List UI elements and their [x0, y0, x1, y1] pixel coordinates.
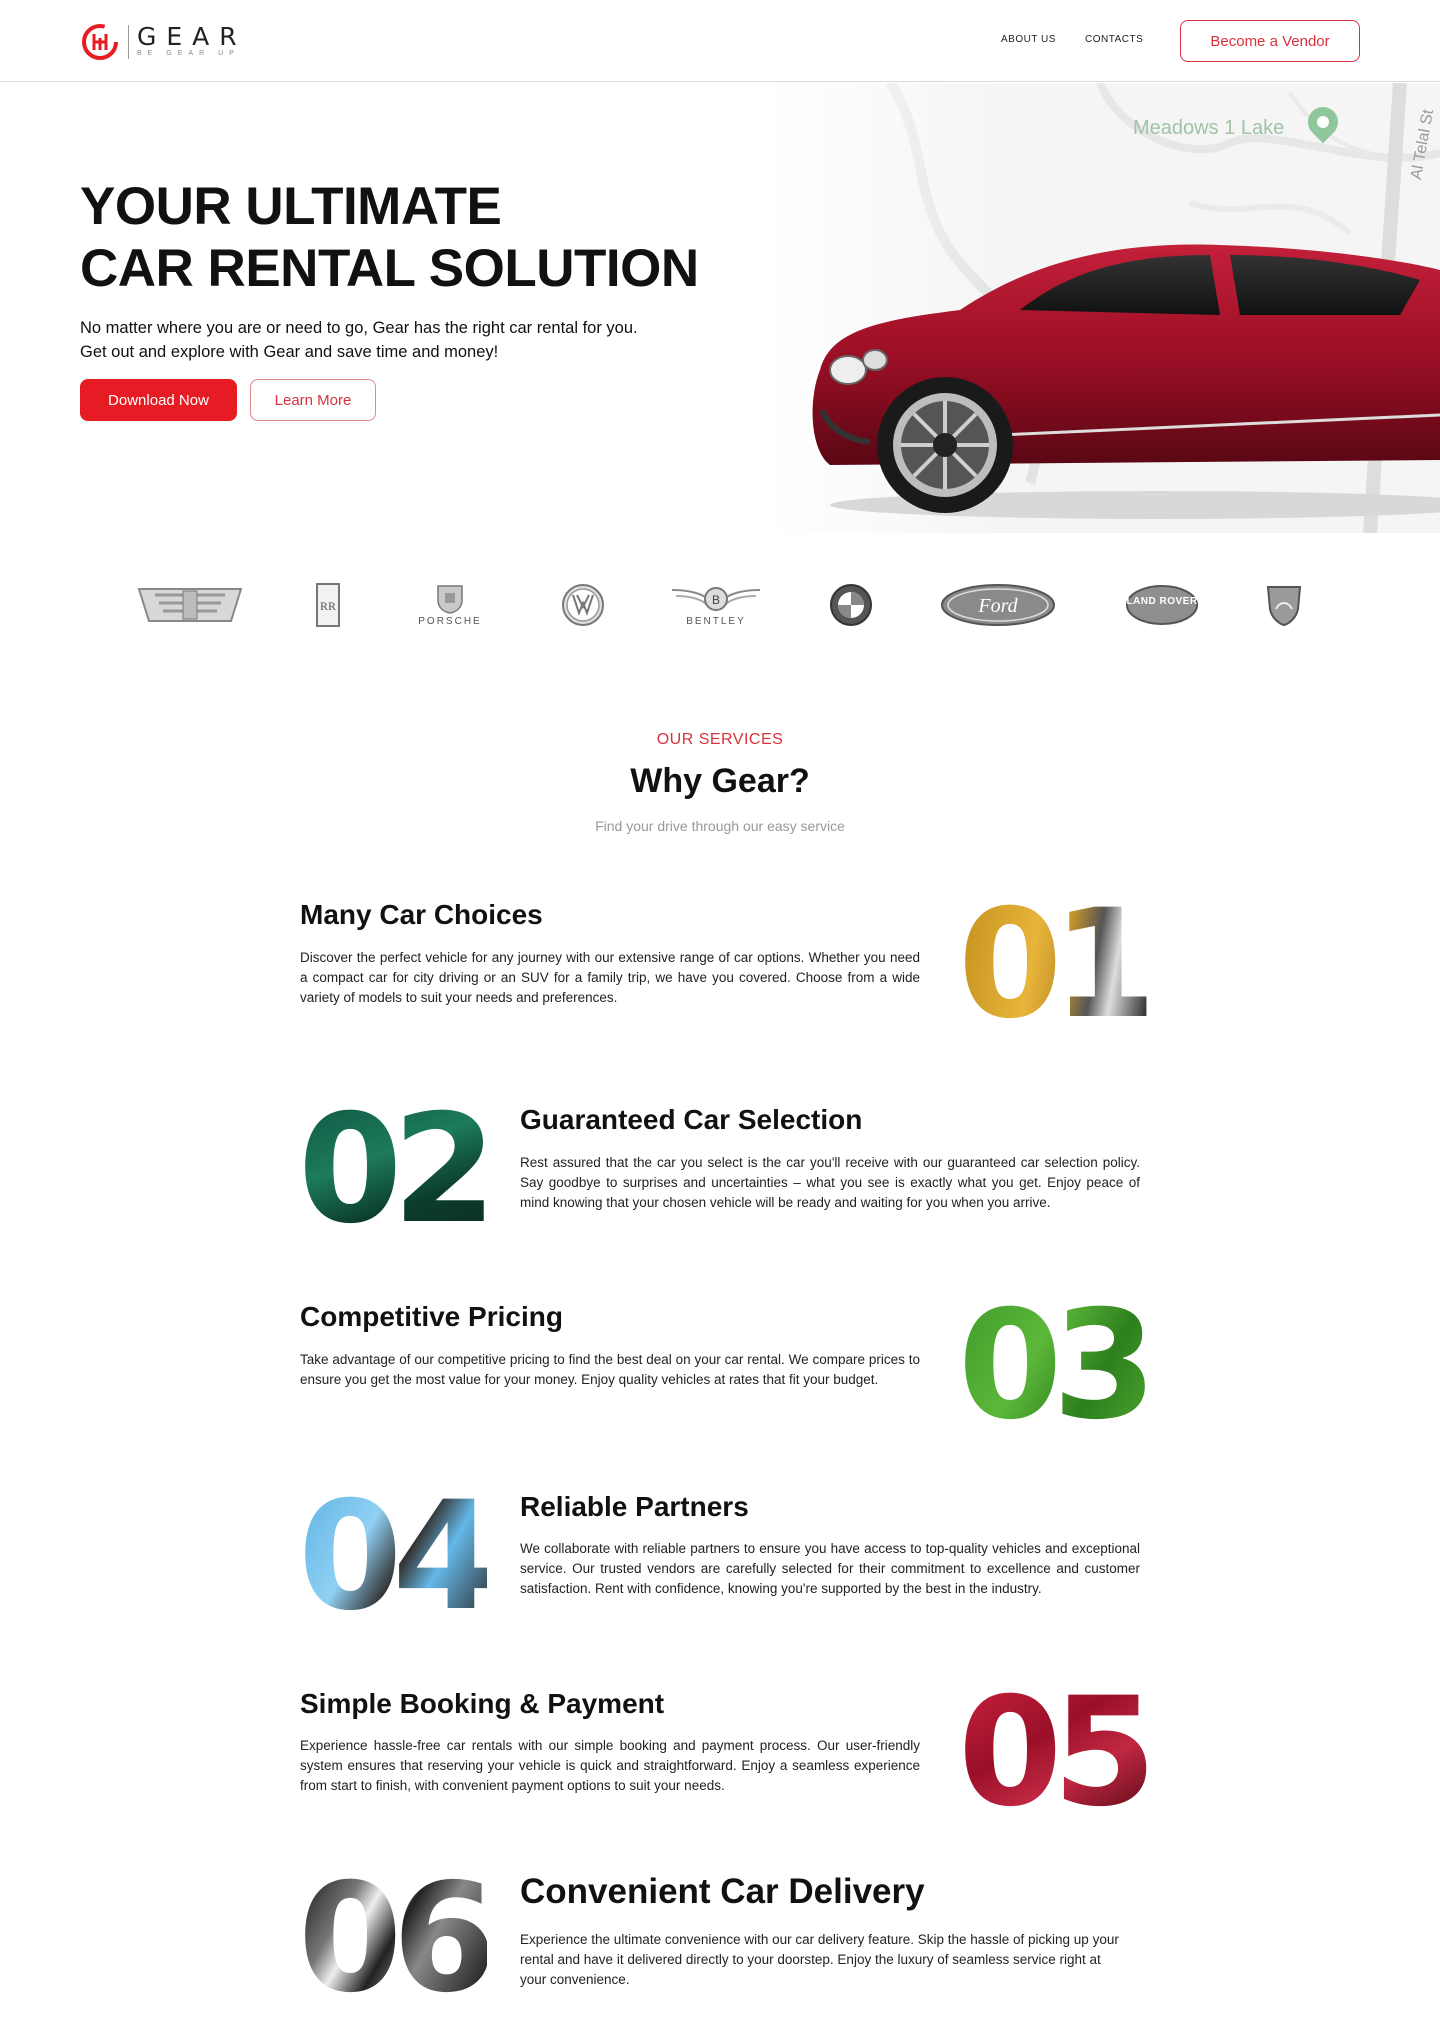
land-rover-caption: LAND ROVER — [1126, 596, 1198, 607]
lamborghini-shield-icon — [1266, 583, 1302, 627]
service-title-6: Convenient Car Delivery — [520, 1872, 925, 1911]
hero-subtitle-line-2: Get out and explore with Gear and save time and money! — [80, 343, 499, 361]
porsche-caption: PORSCHE — [418, 615, 482, 627]
service-body-1: Discover the perfect vehicle for any journey with our extensive range of car options. Whether you need a compact car for city driving or an SUV for a family trip, we have you covered. Choose from a wide variety of models to suit your needs and preferences. — [300, 950, 920, 1005]
hero-title — [80, 176, 700, 300]
service-body-6: Experience the ultimate convenience with our car delivery feature. Skip the hassle of picking up your rental and have it delivered directly to your doorstep. Enjoy the luxury of seamless service right at your convenience. — [520, 1932, 1119, 1987]
hero-subtitle — [80, 316, 720, 364]
logo-tagline: BE GEAR UP — [137, 50, 240, 57]
service-number-5: 05 — [958, 1666, 1147, 1840]
logo-divider — [128, 25, 129, 59]
map-label-lake: Meadows 1 Lake — [1133, 117, 1285, 139]
brand-logo-ford — [940, 580, 1056, 630]
service-title-4: Reliable Partners — [520, 1491, 749, 1522]
bentley-caption: BENTLEY — [686, 615, 746, 627]
hero-car-image — [800, 230, 1440, 530]
service-title-1: Many Car Choices — [300, 899, 543, 930]
service-number-6: 06 — [298, 1852, 487, 2026]
logo-icon — [80, 22, 120, 62]
nav-about-us[interactable]: ABOUT US — [1001, 34, 1056, 45]
services-subtitle: Find your drive through our easy service — [595, 818, 845, 834]
logo[interactable] — [80, 22, 247, 62]
service-title-5: Simple Booking & Payment — [300, 1688, 665, 1719]
services-title: Why Gear? — [630, 762, 810, 800]
hero-subtitle-line-1: No matter where you are or need to go, Gear has the right car rental for you. — [80, 319, 638, 337]
brand-logo-porsche — [405, 580, 495, 630]
brand-logo-land-rover — [1125, 580, 1199, 630]
ford-caption: Ford — [978, 595, 1018, 617]
service-number-2: 02 — [298, 1083, 487, 1257]
brand-logo-lamborghini — [1265, 580, 1303, 630]
nav-contacts[interactable]: CONTACTS — [1085, 34, 1144, 45]
learn-more-button[interactable]: Learn More — [250, 379, 376, 421]
logo-name: GEAR — [137, 22, 247, 51]
brand-logo-bentley — [670, 580, 762, 630]
service-body-3: Take advantage of our competitive pricing to find the best deal on your car rental. We compare prices to ensure you get the most value for your money. Enjoy quality vehicles at rates that fit your budget. — [300, 1352, 920, 1387]
service-body-5: Experience hassle-free car rentals with our simple booking and payment process. Our user-friendly system ensures that reserving your vehicle is quick and straightforward. Enjoy a seamless experience from start to finish, with convenient payment options to suit your needs. — [300, 1738, 920, 1793]
service-number-3: 03 — [958, 1279, 1147, 1453]
svg-text:RR: RR — [319, 599, 337, 613]
become-vendor-button[interactable]: Become a Vendor — [1180, 20, 1360, 62]
rolls-royce-icon — [315, 582, 341, 628]
cadillac-icon — [135, 583, 245, 627]
brand-logo-bmw — [828, 580, 874, 630]
service-body-2: Rest assured that the car you select is the car you'll receive with our guaranteed car selection policy. Say goodbye to surprises and uncertainties – what you see is exactly what you get. Enjoy peace of mind knowing that your chosen vehicle will be ready and waiting for you when you arrive. — [520, 1155, 1140, 1210]
service-body-4: We collaborate with reliable partners to ensure you have access to top-quality vehicles and exceptional service. Our trusted vendors are carefully selected for their commitment to excellence and customer satisfaction. Rent with confidence, knowing you're supported by the best in the industry. — [520, 1541, 1140, 1596]
download-now-button[interactable]: Download Now — [80, 379, 237, 421]
map-label-road: Al Telal St — [1408, 108, 1438, 181]
site-header — [0, 0, 1440, 82]
bmw-roundel-icon — [829, 583, 873, 627]
porsche-crest-icon — [436, 584, 464, 614]
brand-logo-volkswagen — [560, 580, 606, 630]
services-eyebrow: OUR SERVICES — [656, 731, 784, 748]
brand-logo-cadillac — [135, 580, 245, 630]
hero-title-line-1: YOUR ULTIMATE — [80, 177, 502, 236]
brand-logo-rolls-royce — [315, 580, 341, 630]
service-title-3: Competitive Pricing — [300, 1301, 563, 1332]
bentley-wings-icon — [670, 584, 762, 614]
service-title-2: Guaranteed Car Selection — [520, 1104, 863, 1135]
volkswagen-icon — [561, 583, 605, 627]
service-number-1: 01 — [958, 878, 1147, 1052]
hero-title-line-2: CAR RENTAL SOLUTION — [80, 239, 699, 298]
service-number-4: 04 — [298, 1470, 487, 1644]
svg-text:B: B — [711, 592, 721, 607]
